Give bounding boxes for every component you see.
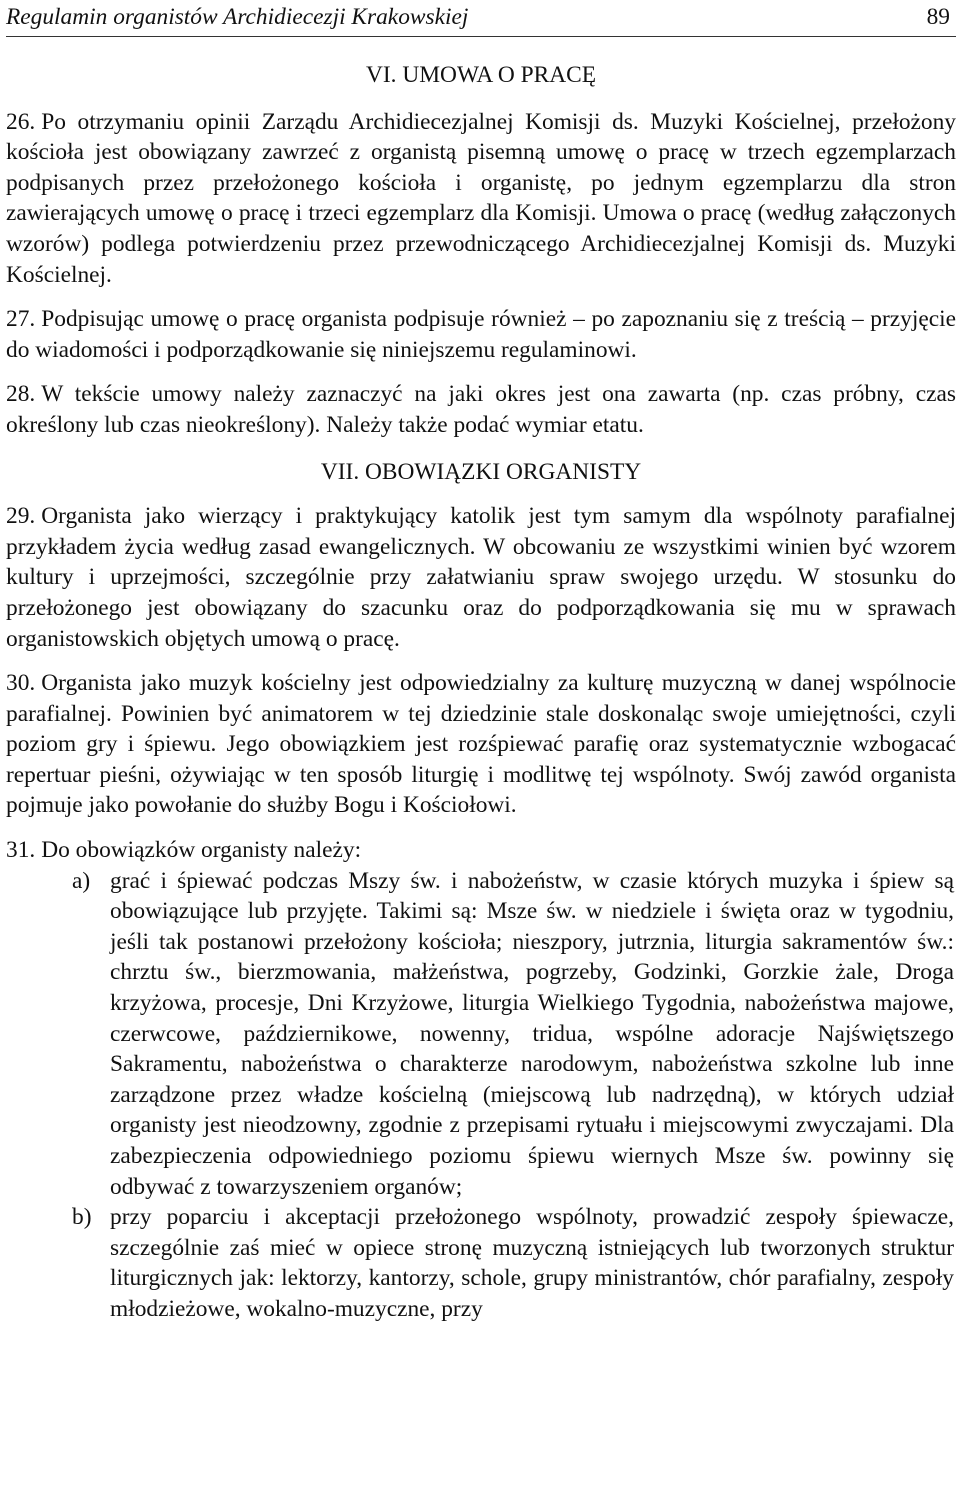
paragraph-number: 30. xyxy=(6,670,36,697)
paragraph-30 xyxy=(6,668,956,821)
paragraph-31 xyxy=(6,835,956,866)
paragraph-number: 28. xyxy=(6,381,36,408)
paragraph-text: Organista jako wierzący i praktykujący katolik jest tym samym dla wspólnoty parafialnej przykładem życia według zasad ewangelicznych. W obcowaniu ze wszystkimi winien być wzorem kultury i uprzejmości, szczególnie przy załatwianiu spraw swojego urzędu. W stosunku do przełożonego jest obowiązany do szacunku oraz do podporządkowania się mu w sprawach organistowskich objętych umową o pracę. xyxy=(6,503,956,652)
list-marker: a) xyxy=(72,867,91,894)
list-item-b xyxy=(6,1202,956,1324)
list-item-a xyxy=(6,866,956,1203)
paragraph-text: Do obowiązków organisty należy: xyxy=(41,837,362,864)
paragraph-26 xyxy=(6,107,956,291)
paragraph-number: 26. xyxy=(6,108,36,135)
section-heading-vii: VII. OBOWIĄZKI ORGANISTY xyxy=(320,458,642,485)
paragraph-27 xyxy=(6,304,956,365)
paragraph-number: 31. xyxy=(6,837,36,864)
paragraph-text: Organista jako muzyk kościelny jest odpowiedzialny za kulturę muzyczną w danej wspólnocie parafialnej. Powinien być animatorem w tej dziedzinie stale doskonaląc swoje umiejętności, czyli poziom gry i śpiewu. Jego obowiązkiem jest rozśpiewać parafię oraz systematycznie wzbogacać repertuar pieśni, ożywiając w ten sposób liturgię i modlitwę tej wspólnoty. Swój zawód organista pojmuje jako powołanie do służby Bogu i Kościołowi. xyxy=(6,670,956,819)
list-item-text: przy poparciu i akceptacji przełożonego wspólnoty, prowadzić zespoły śpiewacze, szczególnie zaś mieć w opiece stronę muzyczną istniejących lub tworzonych struktur liturgicznych jak: lektorzy, kantorzy, schole, grupy ministrantów, chór parafialny, zespoły młodzieżowe, wokalno-muzyczne, przy xyxy=(110,1204,954,1322)
list-marker: b) xyxy=(72,1204,92,1231)
paragraph-number: 29. xyxy=(6,503,36,530)
paragraph-text: W tekście umowy należy zaznaczyć na jaki okres jest ona zawarta (np. czas próbny, czas określony lub czas nieokreślony). Należy także podać wymiar etatu. xyxy=(6,381,956,438)
paragraph-text: Po otrzymaniu opinii Zarządu Archidiecezjalnej Komisji ds. Muzyki Kościelnej, przełożony kościoła jest obowiązany zawrzeć z organistą pisemną umowę o pracę w trzech egzemplarzach podpisanych przez przełożonego kościoła i organistę, po jednym egzemplarzu dla stron zawierających umowę o pracę i trzeci egzemplarz dla Komisji. Umowa o pracę (według załączonych wzorów) podlega potwierdzeniu przez przewodniczącego Archidiecezjalnej Komisji ds. Muzyki Kościelnej. xyxy=(6,108,956,288)
list-item-text: grać i śpiewać podczas Mszy św. i nabożeństw, w czasie których muzyka i śpiew są obowiązujące lub przyjęte. Takimi są: Msze św. w niedziele i święta oraz w tygodniu, jeśli tak postanowi przełożony kościoła; nieszpory, jutrznia, liturgia sakramentów św.: chrztu św., bierzmowania, małżeństwa, pogrzeby, Godzinki, Gorzkie żale, Droga krzyżowa, procesje, Dni Krzyżowe, liturgia Wielkiego Tygodnia, nabożeństwa majowe, czerwcowe, październikowe, nowenny, tridua, wspólne adoracje Najświętszego Sakramentu, nabożeństwa o charakterze narodowym, nabożeństwa szkolne lub inne zarządzone przez władze kościelną (miejscową lub nadrzędną), w których udział organisty jest nieodzowny, zgodnie z przepisami rytuału i miejscowymi zwyczajami. Dla zabezpieczenia odpowiedniego poziomu śpiewu wiernych Msze św. powinny się odbywać z towarzyszeniem organów; xyxy=(110,867,954,1200)
section-heading-vi: VI. UMOWA O PRACĘ xyxy=(365,62,597,88)
paragraph-29 xyxy=(6,501,956,654)
paragraph-text: Podpisując umowę o pracę organista podpisuje również – po zapoznaniu się z treścią – przyjęcie do wiadomości i podporządkowanie się niniejszemu regulaminowi. xyxy=(6,306,956,363)
running-header xyxy=(6,0,956,37)
paragraph-28 xyxy=(6,379,956,440)
page-number: 89 xyxy=(926,4,950,30)
paragraph-number: 27. xyxy=(6,306,36,333)
running-title: Regulamin organistów Archidiecezji Krakowskiej xyxy=(6,4,469,30)
